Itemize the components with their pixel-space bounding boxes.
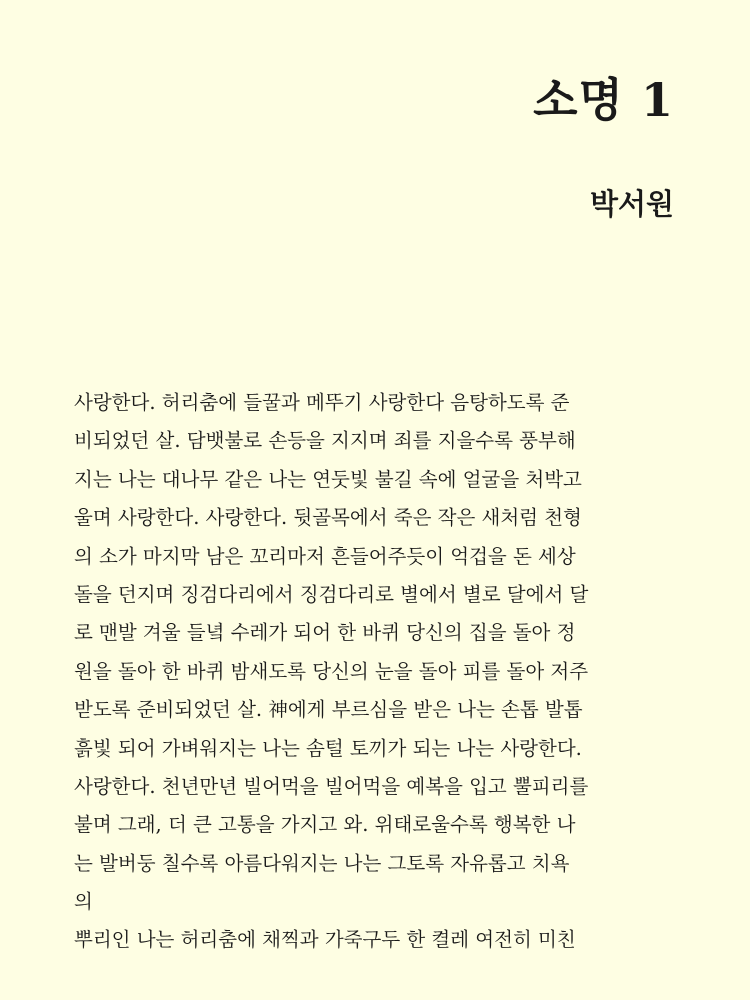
poem-author: 박서원 xyxy=(589,187,674,221)
poem-line: 는 발버둥 칠수록 아름다워지는 나는 그토록 자유롭고 치욕 xyxy=(74,851,570,875)
poem-line: 울며 사랑한다. 사랑한다. 뒷골목에서 죽은 작은 새처럼 천형 xyxy=(74,506,582,530)
poem-line: 사랑한다. 허리춤에 들꿀과 메뚜기 사랑한다 음탕하도록 준 xyxy=(74,391,570,414)
poem-line: 의 xyxy=(74,890,93,914)
poem-line: 원을 돌아 한 바퀴 밤새도록 당신의 눈을 돌아 피를 돌아 저주 xyxy=(74,659,589,683)
poem-line: 흙빛 되어 가벼워지는 나는 솜털 토끼가 되는 나는 사랑한다. xyxy=(74,736,582,760)
poem-line: 비되었던 살. 담뱃불로 손등을 지지며 죄를 지을수록 풍부해 xyxy=(74,429,576,453)
poem-line: 지는 나는 대나무 같은 나는 연둣빛 불길 속에 얼굴을 처박고 xyxy=(74,467,582,491)
poem-line: 돌을 던지며 징검다리에서 징검다리로 별에서 별로 달에서 달 xyxy=(74,582,589,606)
poem-line: 불며 그래, 더 큰 고통을 가지고 와. 위태로울수록 행복한 나 xyxy=(74,813,576,837)
poem-body xyxy=(74,384,634,960)
poem-line: 받도록 준비되었던 살. 神에게 부르심을 받은 나는 손톱 발톱 xyxy=(74,698,583,722)
poem-line: 의 소가 마지막 남은 꼬리마저 흔들어주듯이 억겁을 돈 세상 xyxy=(74,544,576,568)
poem-line: 뿌리인 나는 허리춤에 채찍과 가죽구두 한 켤레 여전히 미친 xyxy=(74,928,576,952)
poem-line: 사랑한다. 천년만년 빌어먹을 빌어먹을 예복을 입고 뿔피리를 xyxy=(74,774,589,798)
poem-line: 로 맨발 겨울 들녘 수레가 되어 한 바퀴 당신의 집을 돌아 정 xyxy=(74,621,576,645)
poem-title: 소명 1 xyxy=(533,73,674,127)
